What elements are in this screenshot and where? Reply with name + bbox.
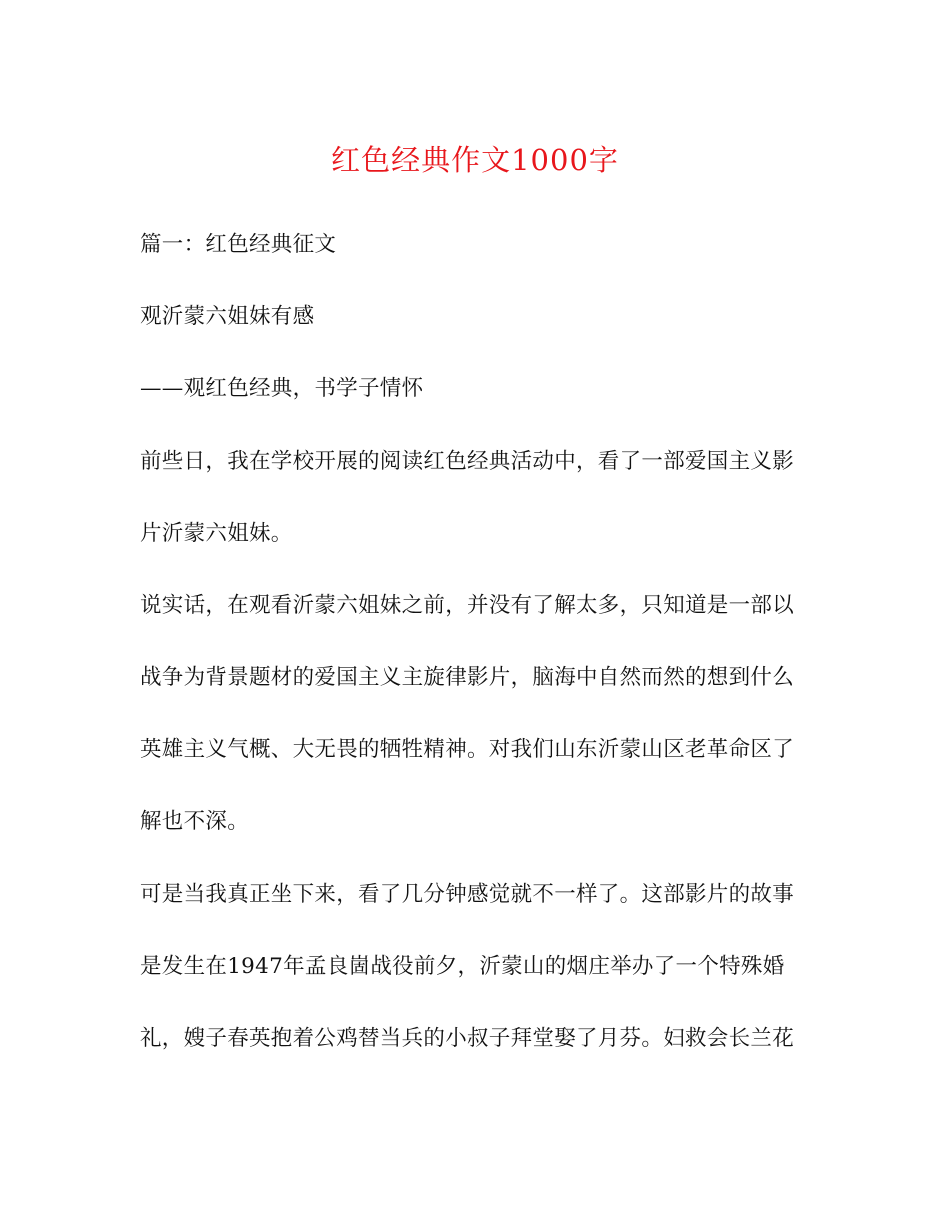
subtitle-dash: ——观红色经典，书学子情怀: [140, 376, 424, 401]
body-line: 是发生在1947年孟良崮战役前夕，沂蒙山的烟庄举办了一个特殊婚: [140, 954, 785, 979]
body-line: 战争为背景题材的爱国主义主旋律影片，脑海中自然而然的想到什么: [140, 665, 795, 690]
body-line: 解也不深。: [140, 809, 250, 834]
body-line: 英雄主义气概、大无畏的牺牲精神。对我们山东沂蒙山区老革命区了: [140, 737, 795, 762]
section-heading: 篇一：红色经典征文: [140, 232, 337, 257]
body-line: 说实话，在观看沂蒙六姐妹之前，并没有了解太多，只知道是一部以: [140, 593, 795, 618]
subtitle: 观沂蒙六姐妹有感: [140, 304, 315, 329]
document-title: 红色经典作文1000字: [331, 143, 619, 177]
body-line: 片沂蒙六姐妹。: [140, 521, 293, 546]
body-line: 前些日，我在学校开展的阅读红色经典活动中，看了一部爱国主义影: [140, 449, 795, 474]
body-line: 礼，嫂子春英抱着公鸡替当兵的小叔子拜堂娶了月芬。妇救会长兰花: [140, 1026, 795, 1051]
body-line: 可是当我真正坐下来，看了几分钟感觉就不一样了。这部影片的故事: [140, 882, 795, 907]
